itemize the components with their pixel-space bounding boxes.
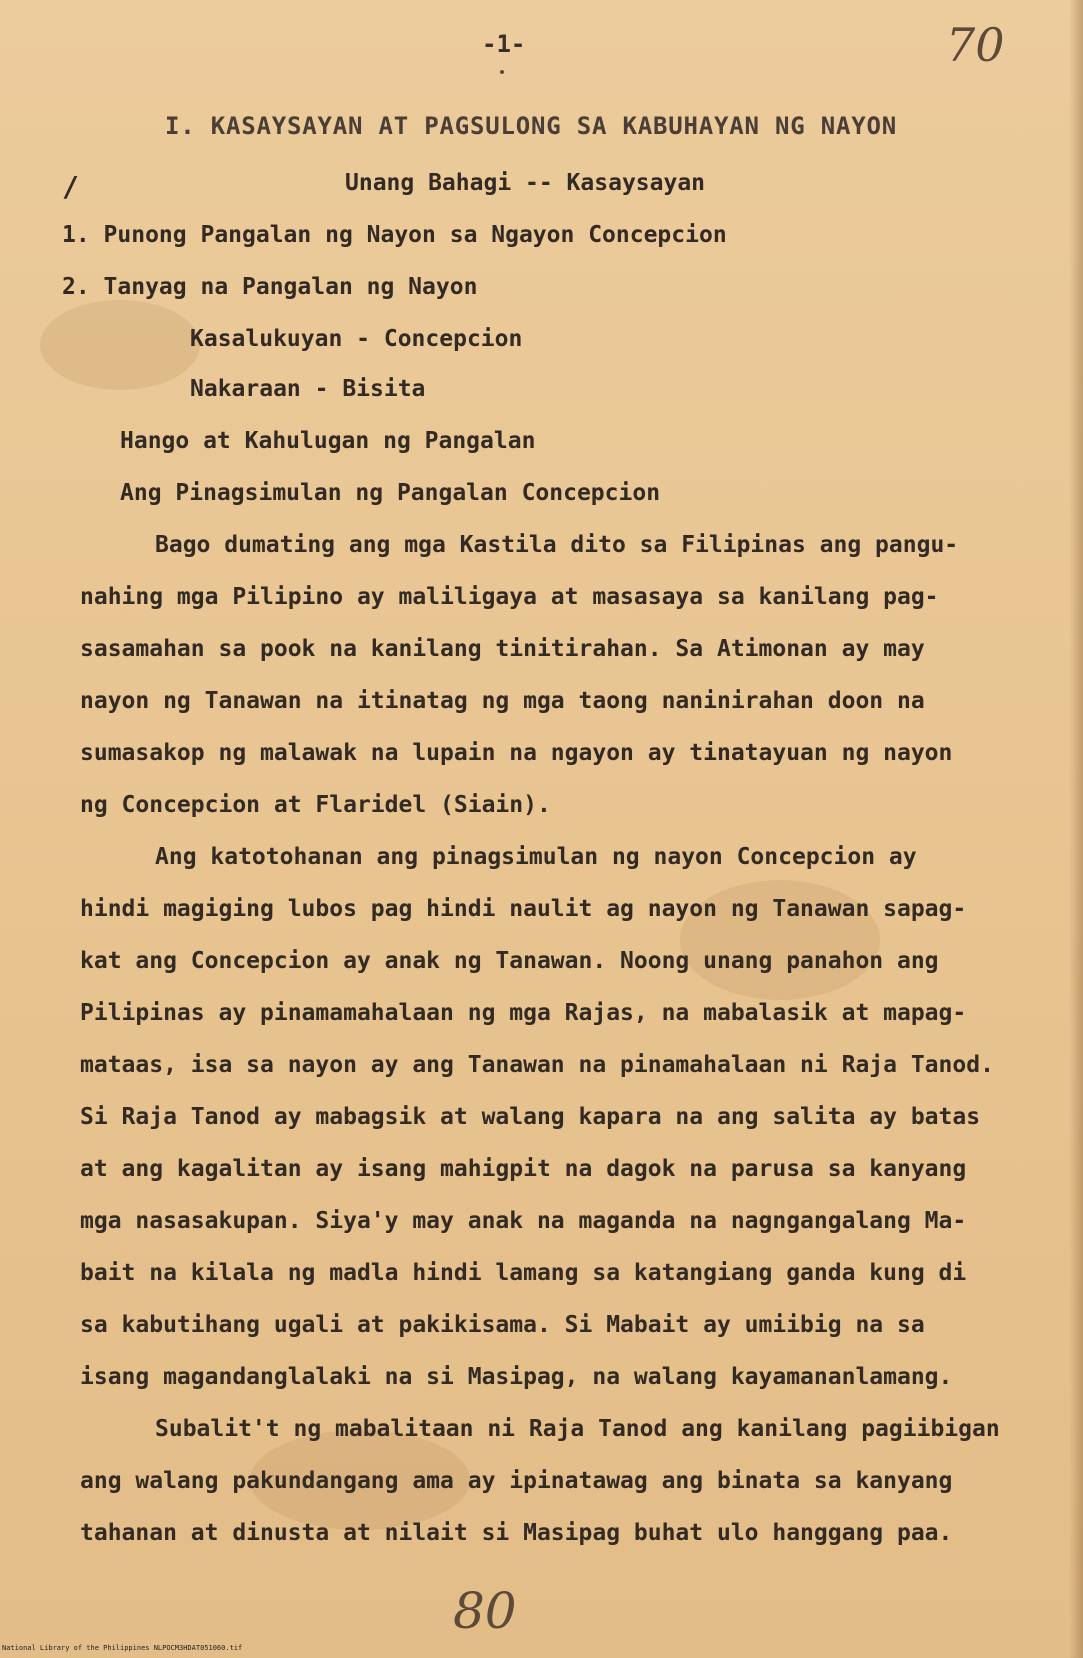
body-line: Ang katotohanan ang pinagsimulan ng nayon Concepcion ay xyxy=(155,844,917,870)
body-line: ng Concepcion at Flaridel (Siain). xyxy=(80,792,551,818)
section-title: I. KASAYSAYAN AT PAGSULONG SA KABUHAYAN NG NAYON xyxy=(165,112,897,140)
page-number: -1- xyxy=(482,30,526,58)
body-line: mga nasasakupan. Siya'y may anak na maganda na nagngangalang Ma- xyxy=(80,1208,967,1234)
body-line: nayon ng Tanawan na itinatag ng mga taong naninirahan doon na xyxy=(80,688,925,714)
page-edge-shadow xyxy=(1069,0,1083,1658)
body-line: isang magandanglalaki na si Masipag, na walang kayamananlamang. xyxy=(80,1364,953,1390)
body-line: hindi magiging lubos pag hindi naulit ag nayon ng Tanawan sapag- xyxy=(80,896,967,922)
footer-caption: National Library of the Philippines NLPOCM3HDAT051060.tif xyxy=(2,1644,243,1652)
body-line: at ang kagalitan ay isang mahigpit na dagok na parusa sa kanyang xyxy=(80,1156,967,1182)
body-line: tahanan at dinusta at nilait si Masipag buhat ulo hanggang paa. xyxy=(80,1520,953,1546)
body-line: sa kabutihang ugali at pakikisama. Si Mabait ay umiibig na sa xyxy=(80,1312,925,1338)
body-line: sumasakop ng malawak na lupain na ngayon ay tinatayuan ng nayon xyxy=(80,740,953,766)
ink-dot xyxy=(500,70,504,74)
body-line: kat ang Concepcion ay anak ng Tanawan. Noong unang panahon ang xyxy=(80,948,939,974)
paper-stain xyxy=(40,300,200,390)
body-line: sasamahan sa pook na kanilang tinitirahan. Sa Atimonan ay may xyxy=(80,636,925,662)
origin-heading: Hango at Kahulugan ng Pangalan xyxy=(120,428,536,454)
body-line: Bago dumating ang mga Kastila dito sa Filipinas ang pangu- xyxy=(155,532,959,558)
body-line: Si Raja Tanod ay mabagsik at walang kapara na ang salita ay batas xyxy=(80,1104,981,1130)
body-line: nahing mga Pilipino ay maliligaya at masasaya sa kanilang pag- xyxy=(80,584,939,610)
body-line: ang walang pakundangang ama ay ipinatawag ang binata sa kanyang xyxy=(80,1468,953,1494)
origin-subheading: Ang Pinagsimulan ng Pangalan Concepcion xyxy=(120,480,661,506)
handwritten-page-number: 80 xyxy=(453,1582,517,1640)
body-line: Pilipinas ay pinamamahalaan ng mga Rajas, na mabalasik at mapag- xyxy=(80,1000,967,1026)
handwritten-folio-number: 70 xyxy=(946,18,1005,72)
margin-check-mark: / xyxy=(62,170,79,203)
past-name-line: Nakaraan - Bisita xyxy=(190,376,426,402)
body-line: bait na kilala ng madla hindi lamang sa katangiang ganda kung di xyxy=(80,1260,967,1286)
body-line: mataas, isa sa nayon ay ang Tanawan na pinamahalaan ni Raja Tanod. xyxy=(80,1052,994,1078)
item-2-line: 2. Tanyag na Pangalan ng Nayon xyxy=(62,274,478,300)
current-name-line: Kasalukuyan - Concepcion xyxy=(190,326,523,352)
section-subtitle: Unang Bahagi -- Kasaysayan xyxy=(345,170,706,196)
item-1-line: 1. Punong Pangalan ng Nayon sa Ngayon Concepcion xyxy=(62,222,727,248)
body-line: Subalit't ng mabalitaan ni Raja Tanod ang kanilang pagiibigan xyxy=(155,1416,1000,1442)
